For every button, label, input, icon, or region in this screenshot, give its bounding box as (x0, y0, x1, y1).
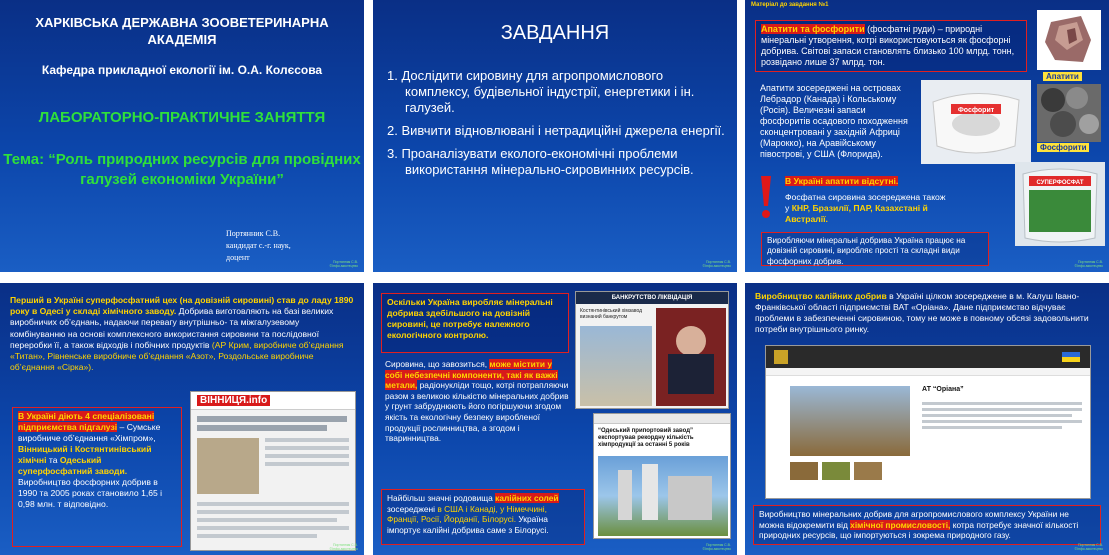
site-top-bar (766, 346, 1090, 368)
phosphorite-rocks-icon (1037, 84, 1101, 142)
apatite-intro: Апатити та фосфорити (фосфатні руди) – природні мінеральні утворення, котрі використовуються як фосфорні добрива. Світові запаси становлять близько 100 млрд. тонн, розвідано лише 37 млрд. тон. (755, 20, 1027, 72)
port-headline: “Одеський припортовий завод” експортував рекордну кількість хімпродукції за останні 5 років (598, 428, 694, 448)
superphosphate-history: Перший в Україні суперфосфатний цех (на довізній сировині) став до ладу 1890 року в Одесі у складі хімічного заводу. Добрива виготовляють на базі великих виробничих об’єднань, надаючи перевагу внутрішньо- та міжгалузевому комбінуванню на основі комплексного використання сировини та послідовної переробки її, а також відходів і побічних продуктів (АР Крим, виробниче об’єднання «Титан», Рівненське виробниче об’єднання «Азот», Роздольське виробниче об’єднання «Сірка»). (10, 295, 354, 373)
oriana-website-screenshot (765, 345, 1091, 499)
flag-icon (1062, 352, 1080, 362)
task-item: 1. Дослідити сировину для агропромислового комплексу, будівельної індустрії, енергетики і ін. галузей. (387, 68, 695, 115)
phosphorite-image (1037, 84, 1101, 142)
site-title: АТ “Оріана” (922, 386, 964, 393)
port-plant-photo (598, 456, 728, 536)
person-photo (656, 308, 726, 406)
bag-label: СУПЕРФОСФАТ (1036, 180, 1084, 186)
slide-title[interactable] (0, 0, 364, 272)
plants-heading: В Україні діють 4 спеціалізовані підприємства підгалузі (18, 411, 155, 432)
author-degree: кандидат с.-г. наук, (226, 241, 291, 250)
exclamation-icon (753, 174, 779, 220)
footer-mark: Портянник С.В. ©Інфо-мистецтво (1074, 543, 1103, 551)
news-screenshot (190, 391, 356, 551)
task-item: 2. Вивчити відновлювані і нетрадиційні джерела енергії. (387, 123, 725, 138)
phosphate-sources: Фосфатна сировина зосереджена також у КНР, Бразилії, ПАР, Казахстані й Австралії. (785, 192, 946, 224)
plant-photo (790, 386, 910, 456)
term-highlight: Апатити та фосфорити (761, 24, 865, 34)
potash-deposits: Найбільш значні родовища калійних солей зосереджені в США і Канаді, у Німеччині, Франції, Росії, Йорданії, Білорусі. Україна імпортує калійні добрива саме з Білорусі. (381, 489, 585, 545)
apatite-label: Апатити (1043, 72, 1082, 81)
phosphorite-label: Фосфорити (1037, 143, 1089, 152)
tasks-title: ЗАВДАННЯ (500, 22, 610, 44)
coat-of-arms-icon (774, 350, 788, 364)
ukraine-absent: В Україні апатити відсутні. (785, 176, 899, 186)
apatite-image (1037, 10, 1101, 70)
site-logo: ВІННИЦЯ.info (197, 395, 270, 406)
footer-mark: Портянник С.В. ©Інфо-мистецтво (329, 543, 358, 551)
bankruptcy-screenshot (575, 291, 729, 409)
import-note: Виробляючи мінеральні добрива Україна працює на довізній сировині, виробляє прості та складні види фосфорних добрив. (761, 232, 989, 266)
raw-material-risks: Сировина, що завозиться, може містити у собі небезпечні компоненти, такі як важкі метали, радіонукліди тощо, котрі потрапляючи разом з великою кількістю мінеральних добрив у грунт забруднюють його погіршуючи згодом якість та екологічну безпеку виробленої продукції рослинництва, а згодом і тваринництва. (385, 359, 569, 444)
slide-superphosphate[interactable] (0, 283, 364, 555)
footer-mark: Портянник С.В. ©Інфо-мистецтво (1074, 260, 1103, 268)
footer-mark: Портянник С.В. ©Інфо-мистецтво (702, 543, 731, 551)
potash-production: Виробництво калійних добрив в Україні цілком зосереджене в м. Калуш Івано-Франківської області підприємстві ВАТ «Оріана». Дане підприємство відчуває проблеми в забезпеченні сировиною, тому не може в повному обсязі задовольнити потреби внутрішнього ринку. (755, 291, 1089, 334)
institution-name: ХАРКІВСЬКА ДЕРЖАВНА ЗООВЕТЕРИНАРНА АКАДЕМІЯ (35, 15, 329, 47)
apatite-concentration: Апатити зосереджені на островах Лебрадор (Канада) і Кольському (Росія). Величезні запаси фосфоритів осадового походження сконцентровані у західній Африці (Марокко), на Аравійському півострові, у США (Флорида). (760, 83, 908, 159)
ecology-intro: Оскільки Україна виробляє мінеральні добрива здебільшого на довізній сировині, це потребує належного екологічного контролю. (381, 293, 569, 353)
factory-photo (580, 326, 652, 406)
author-position: доцент (226, 253, 250, 262)
port-plant-screenshot (593, 413, 731, 539)
news-banner: БАНКРУТСТВО ЛІКВІДАЦІЯ (576, 292, 728, 304)
apatite-mineral-icon (1037, 10, 1101, 70)
phosphorite-bag-image (921, 80, 1031, 164)
banner-left-title: Костянтинівський хімзавод визнаний банкрутом (580, 308, 643, 320)
superphosphate-bag-image (1015, 162, 1105, 246)
slide-phosphates[interactable] (745, 0, 1109, 272)
task-item: 3. Проаналізувати еколого-економічні проблеми використання мінерально-сировинних ресурсів. (387, 146, 694, 177)
site-header (191, 392, 355, 410)
slide-tasks[interactable] (373, 0, 737, 272)
author-block (226, 228, 291, 264)
author-name: Портянник С.В. (226, 229, 281, 238)
lesson-topic: Тема: “Роль природних ресурсів для провідних галузей економіки України” (3, 151, 361, 188)
plants-box: В Україні діють 4 спеціалізовані підприємства підгалузі – Сумське виробниче об’єднання «Хімпром», Вінницький і Костянтинівський хімічні та Одеський суперфосфатний заводи. Виробництво фосфорних добрив в 1990 та 2005 роках становило 1,65 і 0,98 млн. т відповідно. (12, 407, 182, 547)
footer-mark: Портянник С.В. ©Інфо-мистецтво (702, 260, 731, 268)
department-name: Кафедра прикладної екології ім. О.А. Колєсова (41, 63, 323, 77)
lesson-type: ЛАБОРАТОРНО-ПРАКТИЧНЕ ЗАНЯТТЯ (38, 109, 326, 126)
tasks-list (387, 68, 731, 185)
footer-mark: Портянник С.В. ©Інфо-мистецтво (329, 260, 358, 268)
slide-ecology[interactable] (373, 283, 737, 555)
conclusion: Виробництво мінеральних добрив для агропромислового комплексу України не можна відокремити від хімічної промисловості, котра потребує значної кількості природних ресурсів, що імпортуються і зокрема природного газу. (753, 505, 1101, 545)
slide-header: Матеріал до завдання №1 (751, 2, 829, 8)
slide-potash[interactable] (745, 283, 1109, 555)
bag-label: Фосфорит (957, 107, 995, 114)
